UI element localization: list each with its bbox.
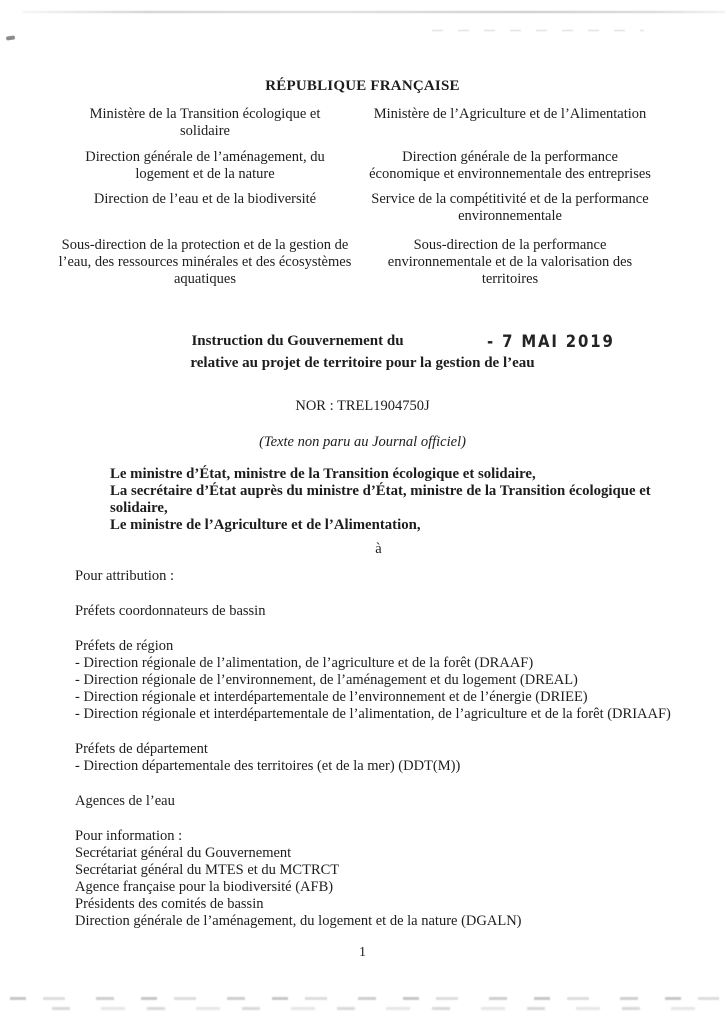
distribution-group [75, 603, 679, 620]
instruction-subject: relative au projet de territoire pour la gestion de l’eau [190, 355, 535, 371]
signatory-line: Le ministre de l’Agriculture et de l’Alimentation, [110, 517, 421, 533]
distribution-group [75, 741, 679, 775]
information-item: Direction générale de l’aménagement, du logement et de la nature (DGALN) [75, 913, 522, 929]
service-right: Service de la compétitivité et de la performance environnementale [371, 191, 649, 224]
group-title: Préfets de région [75, 638, 174, 654]
ministry-right: Ministère de l’Agriculture et de l’Alimentation [373, 106, 647, 122]
group-item: - Direction régionale de l’environnement, de l’aménagement et du logement (DREAL) [75, 672, 578, 688]
signatories-block [110, 466, 688, 534]
information-group [75, 828, 679, 930]
date-stamp: - 7 MAI 2019 [487, 331, 615, 352]
information-item: Présidents des comités de bassin [75, 896, 264, 912]
group-item: - Direction régionale et interdépartementale de l’alimentation, de l’agriculture et de la forêt (DRIAAF) [75, 706, 671, 722]
distribution-group [75, 638, 679, 723]
sous-direction-right: Sous-direction de la performance environnementale et de la valorisation des territoires [387, 237, 633, 287]
direction-right: Direction générale de la performance économique et environnementale des entreprises [369, 149, 651, 182]
letterhead-columns [0, 106, 725, 288]
page-number: 1 [359, 945, 366, 960]
group-item: - Direction régionale et interdépartementale de l’environnement et de l’énergie (DRIEE) [75, 689, 588, 705]
group-title: Préfets coordonnateurs de bassin [75, 603, 266, 619]
information-item: Agence française pour la biodiversité (AFB) [75, 879, 334, 895]
information-item: Secrétariat général du MTES et du MCTRCT [75, 862, 340, 878]
instruction-title-prefix: Instruction du Gouvernement du [191, 333, 404, 349]
information-item: Secrétariat général du Gouvernement [75, 845, 292, 861]
attribution-label: Pour attribution : [75, 568, 175, 584]
group-title: Préfets de département [75, 741, 208, 757]
republic-heading: RÉPUBLIQUE FRANÇAISE [265, 78, 460, 94]
group-item: - Direction départementale des territoires (et de la mer) (DDT(M)) [75, 758, 461, 774]
scan-artifact-dashed-line [432, 30, 644, 31]
group-item: - Direction régionale de l’alimentation, de l’agriculture et de la forêt (DRAAF) [75, 655, 534, 671]
nor-reference: NOR : TREL1904750J [295, 398, 430, 414]
scan-artifact-top-line [22, 11, 725, 13]
distribution-group [75, 793, 679, 810]
subdirection-left-parent: Direction de l’eau et de la biodiversité [93, 191, 317, 207]
distribution-list [75, 568, 679, 930]
sous-direction-left: Sous-direction de la protection et de la gestion de l’eau, des ressources minérales et des écosystèmes aquatiques [58, 237, 352, 287]
direction-left: Direction générale de l’aménagement, du logement et de la nature [85, 149, 325, 182]
instruction-title-block [0, 332, 725, 451]
addressee-mark: à [375, 541, 382, 557]
scan-artifact-bottom-band [0, 995, 725, 1017]
information-label: Pour information : [75, 828, 183, 844]
scan-artifact-bottom-line [30, 1007, 705, 1010]
instruction-title-line [0, 332, 725, 351]
group-title: Agences de l’eau [75, 793, 175, 809]
signatory-line: Le ministre d’État, ministre de la Transition écologique et solidaire, [110, 466, 536, 482]
scan-artifact-speck [6, 35, 15, 40]
signatory-line: La secrétaire d’État auprès du ministre d’État, ministre de la Transition écologique et solidaire, [110, 483, 651, 516]
publication-note: (Texte non paru au Journal officiel) [259, 434, 466, 450]
scan-artifact-bottom-line [10, 997, 719, 1000]
ministry-left: Ministère de la Transition écologique et solidaire [89, 106, 321, 139]
